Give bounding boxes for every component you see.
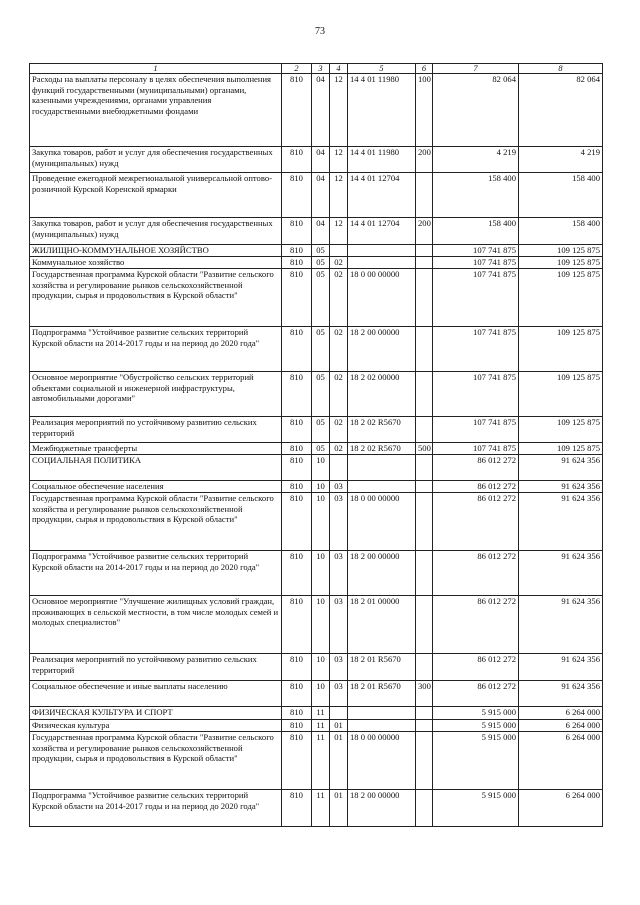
- target-item-code: 18 2 00 00000: [348, 551, 416, 596]
- target-item-code: 14 4 01 12704: [348, 173, 416, 218]
- amount-year-1: 86 012 272: [433, 681, 519, 707]
- target-item-code: 14 4 01 11980: [348, 147, 416, 173]
- subsection-code: 03: [330, 481, 348, 493]
- expense-type-code: [416, 417, 433, 443]
- grbs-code: 810: [282, 218, 312, 245]
- section-code: 11: [312, 707, 330, 720]
- item-name: ФИЗИЧЕСКАЯ КУЛЬТУРА И СПОРТ: [30, 707, 282, 720]
- amount-year-2: 158 400: [519, 173, 603, 218]
- header-row: [30, 64, 603, 74]
- grbs-code: 810: [282, 681, 312, 707]
- grbs-code: 810: [282, 720, 312, 732]
- target-item-code: 18 2 01 R5670: [348, 681, 416, 707]
- subsection-code: 03: [330, 551, 348, 596]
- item-name: СОЦИАЛЬНАЯ ПОЛИТИКА: [30, 455, 282, 481]
- subsection-code: 03: [330, 596, 348, 654]
- amount-year-1: 158 400: [433, 218, 519, 245]
- section-code: 05: [312, 417, 330, 443]
- table-row: [30, 790, 603, 827]
- section-code: 04: [312, 218, 330, 245]
- grbs-code: 810: [282, 74, 312, 147]
- target-item-code: 18 2 02 R5670: [348, 443, 416, 455]
- table-row: [30, 372, 603, 417]
- section-code: 04: [312, 147, 330, 173]
- item-name: Государственная программа Курской области "Развитие сельского хозяйства и регулирование рынков сельскохозяйственной продукции, сырья и продовольствия в Курской области": [30, 493, 282, 551]
- target-item-code: 14 4 01 12704: [348, 218, 416, 245]
- table-row: [30, 269, 603, 327]
- item-name: Основное мероприятие "Обустройство сельских территорий объектами социальной и инженерной инфраструктуры, автомобильными дорогами": [30, 372, 282, 417]
- subsection-code: 02: [330, 269, 348, 327]
- target-item-code: 18 0 00 00000: [348, 732, 416, 790]
- header-cell: 2: [282, 64, 312, 74]
- expense-type-code: [416, 327, 433, 372]
- table-row: [30, 596, 603, 654]
- item-name: Коммунальное хозяйство: [30, 257, 282, 269]
- subsection-code: 01: [330, 790, 348, 827]
- amount-year-1: 86 012 272: [433, 455, 519, 481]
- table-row: [30, 245, 603, 257]
- grbs-code: 810: [282, 417, 312, 443]
- amount-year-1: 107 741 875: [433, 327, 519, 372]
- amount-year-2: 109 125 875: [519, 443, 603, 455]
- table-row: [30, 720, 603, 732]
- table-row: [30, 707, 603, 720]
- expense-type-code: [416, 481, 433, 493]
- grbs-code: 810: [282, 551, 312, 596]
- item-name: Расходы на выплаты персоналу в целях обеспечения выполнения функций государственными (муниципальными) органами, казенными учреждениями, органами управления государственными внебюджетными фондами: [30, 74, 282, 147]
- subsection-code: 03: [330, 681, 348, 707]
- amount-year-2: 6 264 000: [519, 790, 603, 827]
- header-cell: 1: [30, 64, 282, 74]
- subsection-code: 02: [330, 327, 348, 372]
- amount-year-2: 91 624 356: [519, 596, 603, 654]
- subsection-code: [330, 455, 348, 481]
- amount-year-1: 107 741 875: [433, 257, 519, 269]
- amount-year-2: 158 400: [519, 218, 603, 245]
- target-item-code: [348, 707, 416, 720]
- section-code: 05: [312, 327, 330, 372]
- target-item-code: 18 2 00 00000: [348, 327, 416, 372]
- subsection-code: 12: [330, 218, 348, 245]
- section-code: 10: [312, 654, 330, 681]
- section-code: 05: [312, 269, 330, 327]
- amount-year-2: 6 264 000: [519, 720, 603, 732]
- amount-year-2: 6 264 000: [519, 732, 603, 790]
- item-name: Проведение ежегодной межрегиональной универсальной оптово-розничной Курской Коренской ярмарки: [30, 173, 282, 218]
- expense-type-code: [416, 372, 433, 417]
- amount-year-2: 109 125 875: [519, 372, 603, 417]
- amount-year-1: 158 400: [433, 173, 519, 218]
- amount-year-1: 86 012 272: [433, 596, 519, 654]
- item-name: ЖИЛИЩНО-КОММУНАЛЬНОЕ ХОЗЯЙСТВО: [30, 245, 282, 257]
- amount-year-2: 109 125 875: [519, 327, 603, 372]
- grbs-code: 810: [282, 790, 312, 827]
- expense-type-code: [416, 269, 433, 327]
- section-code: 11: [312, 720, 330, 732]
- header-cell: 5: [348, 64, 416, 74]
- expense-type-code: [416, 732, 433, 790]
- amount-year-1: 107 741 875: [433, 269, 519, 327]
- amount-year-2: 6 264 000: [519, 707, 603, 720]
- table-row: [30, 74, 603, 147]
- subsection-code: 12: [330, 173, 348, 218]
- header-cell: 6: [416, 64, 433, 74]
- item-name: Социальное обеспечение и иные выплаты населению: [30, 681, 282, 707]
- subsection-code: [330, 707, 348, 720]
- subsection-code: 01: [330, 732, 348, 790]
- subsection-code: 01: [330, 720, 348, 732]
- budget-table: [29, 63, 603, 827]
- amount-year-2: 4 219: [519, 147, 603, 173]
- amount-year-2: 109 125 875: [519, 257, 603, 269]
- target-item-code: 18 2 02 R5670: [348, 417, 416, 443]
- amount-year-1: 5 915 000: [433, 707, 519, 720]
- subsection-code: 03: [330, 654, 348, 681]
- table-row: [30, 681, 603, 707]
- section-code: 05: [312, 372, 330, 417]
- amount-year-1: 5 915 000: [433, 732, 519, 790]
- grbs-code: 810: [282, 269, 312, 327]
- grbs-code: 810: [282, 327, 312, 372]
- table-row: [30, 455, 603, 481]
- subsection-code: [330, 245, 348, 257]
- expense-type-code: [416, 551, 433, 596]
- table-row: [30, 481, 603, 493]
- grbs-code: 810: [282, 455, 312, 481]
- target-item-code: 18 0 00 00000: [348, 493, 416, 551]
- subsection-code: 02: [330, 257, 348, 269]
- subsection-code: 02: [330, 417, 348, 443]
- amount-year-2: 109 125 875: [519, 269, 603, 327]
- table-row: [30, 732, 603, 790]
- amount-year-1: 107 741 875: [433, 372, 519, 417]
- amount-year-1: 5 915 000: [433, 720, 519, 732]
- amount-year-1: 86 012 272: [433, 551, 519, 596]
- target-item-code: 18 0 00 00000: [348, 269, 416, 327]
- amount-year-1: 86 012 272: [433, 481, 519, 493]
- item-name: Основное мероприятие "Улучшение жилищных условий граждан, проживающих в сельской местности, в том числе молодых семей и молодых специалистов": [30, 596, 282, 654]
- section-code: 11: [312, 790, 330, 827]
- page-number: 73: [315, 26, 325, 37]
- subsection-code: 03: [330, 493, 348, 551]
- header-cell: 4: [330, 64, 348, 74]
- grbs-code: 810: [282, 147, 312, 173]
- expense-type-code: 200: [416, 218, 433, 245]
- amount-year-2: 91 624 356: [519, 481, 603, 493]
- expense-type-code: [416, 720, 433, 732]
- grbs-code: 810: [282, 481, 312, 493]
- expense-type-code: [416, 790, 433, 827]
- amount-year-2: 91 624 356: [519, 455, 603, 481]
- expense-type-code: [416, 707, 433, 720]
- amount-year-2: 91 624 356: [519, 681, 603, 707]
- amount-year-2: 91 624 356: [519, 551, 603, 596]
- section-code: 11: [312, 732, 330, 790]
- amount-year-1: 5 915 000: [433, 790, 519, 827]
- target-item-code: [348, 257, 416, 269]
- grbs-code: 810: [282, 443, 312, 455]
- table-row: [30, 493, 603, 551]
- amount-year-2: 91 624 356: [519, 654, 603, 681]
- table-row: [30, 147, 603, 173]
- target-item-code: 18 2 01 00000: [348, 596, 416, 654]
- table-row: [30, 173, 603, 218]
- item-name: Социальное обеспечение населения: [30, 481, 282, 493]
- amount-year-2: 109 125 875: [519, 245, 603, 257]
- header-cell: 3: [312, 64, 330, 74]
- target-item-code: 18 2 02 00000: [348, 372, 416, 417]
- section-code: 10: [312, 481, 330, 493]
- section-code: 10: [312, 551, 330, 596]
- grbs-code: 810: [282, 173, 312, 218]
- grbs-code: 810: [282, 732, 312, 790]
- subsection-code: 12: [330, 147, 348, 173]
- subsection-code: 02: [330, 372, 348, 417]
- target-item-code: 18 2 00 00000: [348, 790, 416, 827]
- amount-year-1: 107 741 875: [433, 417, 519, 443]
- section-code: 05: [312, 245, 330, 257]
- amount-year-1: 86 012 272: [433, 654, 519, 681]
- target-item-code: [348, 245, 416, 257]
- grbs-code: 810: [282, 493, 312, 551]
- expense-type-code: 100: [416, 74, 433, 147]
- expense-type-code: [416, 173, 433, 218]
- target-item-code: [348, 720, 416, 732]
- item-name: Межбюджетные трансферты: [30, 443, 282, 455]
- section-code: 10: [312, 493, 330, 551]
- header-cell: 7: [433, 64, 519, 74]
- expense-type-code: 300: [416, 681, 433, 707]
- expense-type-code: [416, 245, 433, 257]
- expense-type-code: [416, 257, 433, 269]
- table-row: [30, 218, 603, 245]
- amount-year-1: 4 219: [433, 147, 519, 173]
- expense-type-code: 500: [416, 443, 433, 455]
- item-name: Государственная программа Курской области "Развитие сельского хозяйства и регулирование рынков сельскохозяйственной продукции, сырья и продовольствия в Курской области": [30, 732, 282, 790]
- table-row: [30, 417, 603, 443]
- table-row: [30, 551, 603, 596]
- item-name: Подпрограмма "Устойчивое развитие сельских территорий Курской области на 2014-2017 годы и на период до 2020 года": [30, 551, 282, 596]
- item-name: Реализация мероприятий по устойчивому развитию сельских территорий: [30, 654, 282, 681]
- item-name: Государственная программа Курской области "Развитие сельского хозяйства и регулирование рынков сельскохозяйственной продукции, сырья и продовольствия в Курской области": [30, 269, 282, 327]
- expense-type-code: [416, 596, 433, 654]
- target-item-code: 18 2 01 R5670: [348, 654, 416, 681]
- grbs-code: 810: [282, 257, 312, 269]
- table-row: [30, 654, 603, 681]
- expense-type-code: [416, 654, 433, 681]
- table-row: [30, 327, 603, 372]
- amount-year-1: 86 012 272: [433, 493, 519, 551]
- table-row: [30, 443, 603, 455]
- header-cell: 8: [519, 64, 603, 74]
- grbs-code: 810: [282, 245, 312, 257]
- item-name: Физическая культура: [30, 720, 282, 732]
- item-name: Подпрограмма "Устойчивое развитие сельских территорий Курской области на 2014-2017 годы и на период до 2020 года": [30, 790, 282, 827]
- amount-year-1: 107 741 875: [433, 245, 519, 257]
- amount-year-2: 82 064: [519, 74, 603, 147]
- item-name: Подпрограмма "Устойчивое развитие сельских территорий Курской области на 2014-2017 годы и на период до 2020 года": [30, 327, 282, 372]
- grbs-code: 810: [282, 707, 312, 720]
- table-row: [30, 257, 603, 269]
- target-item-code: [348, 455, 416, 481]
- section-code: 05: [312, 257, 330, 269]
- amount-year-1: 107 741 875: [433, 443, 519, 455]
- item-name: Реализация мероприятий по устойчивому развитию сельских территорий: [30, 417, 282, 443]
- expense-type-code: [416, 493, 433, 551]
- table-body: [30, 74, 603, 827]
- section-code: 10: [312, 596, 330, 654]
- grbs-code: 810: [282, 654, 312, 681]
- section-code: 10: [312, 681, 330, 707]
- amount-year-2: 91 624 356: [519, 493, 603, 551]
- subsection-code: 02: [330, 443, 348, 455]
- section-code: 04: [312, 74, 330, 147]
- item-name: Закупка товаров, работ и услуг для обеспечения государственных (муниципальных) нужд: [30, 218, 282, 245]
- amount-year-1: 82 064: [433, 74, 519, 147]
- section-code: 10: [312, 455, 330, 481]
- section-code: 05: [312, 443, 330, 455]
- expense-type-code: [416, 455, 433, 481]
- grbs-code: 810: [282, 372, 312, 417]
- subsection-code: 12: [330, 74, 348, 147]
- expense-type-code: 200: [416, 147, 433, 173]
- item-name: Закупка товаров, работ и услуг для обеспечения государственных (муниципальных) нужд: [30, 147, 282, 173]
- target-item-code: 14 4 01 11980: [348, 74, 416, 147]
- amount-year-2: 109 125 875: [519, 417, 603, 443]
- target-item-code: [348, 481, 416, 493]
- section-code: 04: [312, 173, 330, 218]
- grbs-code: 810: [282, 596, 312, 654]
